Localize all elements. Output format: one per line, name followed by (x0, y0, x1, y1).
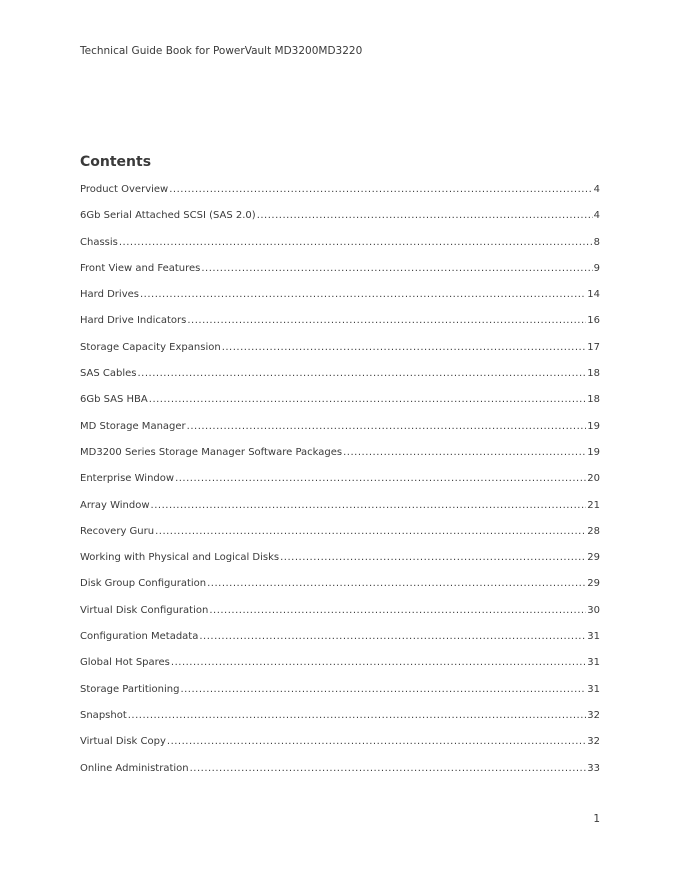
toc-entry[interactable] (80, 657, 600, 683)
toc-entry-page: 31 (587, 683, 600, 695)
toc-entry[interactable] (80, 447, 600, 473)
toc-entry-page: 19 (587, 446, 600, 458)
toc-entry-label: Storage Partitioning (80, 683, 180, 695)
toc-entry[interactable] (80, 289, 600, 315)
toc-entry-page: 4 (593, 184, 600, 195)
toc-dot-leader (257, 210, 593, 221)
toc-entry-page: 4 (593, 210, 600, 222)
toc-entry-label: Configuration Metadata (80, 631, 199, 643)
toc-entry-page: 32 (587, 709, 600, 721)
toc-dot-leader (199, 631, 586, 642)
toc-entry-label: MD3200 Series Storage Manager Software Packages (80, 446, 343, 458)
toc-entry[interactable] (80, 684, 600, 710)
toc-dot-leader (151, 500, 587, 511)
toc-entry-page: 18 (587, 394, 600, 406)
toc-entry-page: 32 (587, 736, 600, 748)
toc-entry-page: 19 (587, 420, 600, 432)
toc-entry-page: 29 (587, 552, 600, 564)
toc-entry-label: Virtual Disk Configuration (80, 604, 209, 616)
toc-entry-label: Array Window (80, 499, 150, 511)
toc-entry[interactable] (80, 263, 600, 289)
toc-dot-leader (180, 684, 586, 695)
toc-dot-leader (171, 657, 586, 668)
toc-dot-leader (119, 237, 593, 248)
toc-entry[interactable] (80, 473, 600, 499)
toc-entry-label: Online Administration (80, 762, 189, 774)
toc-entry-page: 9 (593, 262, 600, 274)
toc-entry[interactable] (80, 605, 600, 631)
toc-dot-leader (187, 421, 587, 432)
toc-entry-label: Hard Drive Indicators (80, 315, 187, 327)
toc-entry-page: 18 (587, 368, 600, 380)
toc-dot-leader (343, 447, 586, 458)
toc-entry-label: Working with Physical and Logical Disks (80, 552, 280, 564)
toc-entry-label: Front View and Features (80, 262, 201, 274)
toc-entry[interactable] (80, 342, 600, 368)
toc-dot-leader (138, 368, 587, 379)
toc-entry-label: Disk Group Configuration (80, 578, 207, 590)
toc-entry[interactable] (80, 631, 600, 657)
toc-dot-leader (128, 710, 587, 721)
toc-dot-leader (201, 263, 592, 274)
toc-entry[interactable] (80, 237, 600, 263)
toc-entry-label: Recovery Guru (80, 525, 155, 537)
toc-entry-label: Global Hot Spares (80, 657, 170, 669)
toc-dot-leader (140, 289, 586, 300)
toc-entry-page: 33 (587, 762, 600, 774)
toc-entry-page: 31 (587, 657, 600, 669)
toc-entry-label: Hard Drives (80, 289, 139, 301)
toc-entry-label: Snapshot (80, 709, 127, 721)
toc-entry-label: MD Storage Manager (80, 420, 186, 432)
toc-dot-leader (280, 552, 586, 563)
toc-entry-page: 14 (587, 289, 600, 301)
toc-entry[interactable] (80, 500, 600, 526)
toc-entry[interactable] (80, 368, 600, 394)
toc-dot-leader (207, 578, 586, 589)
toc-entry-page: 30 (587, 604, 600, 616)
toc-entry[interactable] (80, 578, 600, 604)
toc-entry-label: Enterprise Window (80, 473, 175, 485)
toc-entry[interactable] (80, 552, 600, 578)
toc-dot-leader (187, 315, 586, 326)
toc-entry-page: 8 (593, 236, 600, 248)
toc-entry-page: 20 (587, 473, 600, 485)
toc-dot-leader (169, 184, 592, 195)
toc-entry-label: Chassis (80, 236, 118, 248)
toc-entry-label: Product Overview (80, 184, 169, 195)
toc-entry-page: 16 (587, 315, 600, 327)
toc-entry[interactable] (80, 394, 600, 420)
toc-entry-label: Storage Capacity Expansion (80, 341, 221, 353)
toc-entry-page: 29 (587, 578, 600, 590)
toc-dot-leader (149, 394, 587, 405)
toc-entry-page: 17 (587, 341, 600, 353)
toc-entry-label: 6Gb SAS HBA (80, 394, 148, 406)
toc-entry[interactable] (80, 763, 600, 789)
toc-entry-page: 28 (587, 525, 600, 537)
toc-entry[interactable] (80, 210, 600, 236)
toc-dot-leader (167, 736, 586, 747)
toc-entry[interactable] (80, 526, 600, 552)
running-header: Technical Guide Book for PowerVault MD3200MD3220 (80, 45, 363, 57)
toc-entry[interactable] (80, 184, 600, 210)
contents-heading: Contents (80, 154, 152, 170)
toc-dot-leader (155, 526, 586, 537)
table-of-contents (80, 184, 600, 789)
toc-entry-label: SAS Cables (80, 368, 137, 380)
toc-entry-page: 21 (587, 499, 600, 511)
toc-entry[interactable] (80, 421, 600, 447)
toc-entry[interactable] (80, 315, 600, 341)
page-number: 1 (593, 813, 600, 825)
toc-entry[interactable] (80, 710, 600, 736)
toc-dot-leader (209, 605, 586, 616)
toc-entry[interactable] (80, 736, 600, 762)
toc-entry-label: 6Gb Serial Attached SCSI (SAS 2.0) (80, 210, 256, 222)
toc-entry-label: Virtual Disk Copy (80, 736, 166, 748)
toc-dot-leader (175, 473, 586, 484)
toc-dot-leader (190, 763, 587, 774)
toc-dot-leader (222, 342, 587, 353)
toc-entry-page: 31 (587, 631, 600, 643)
